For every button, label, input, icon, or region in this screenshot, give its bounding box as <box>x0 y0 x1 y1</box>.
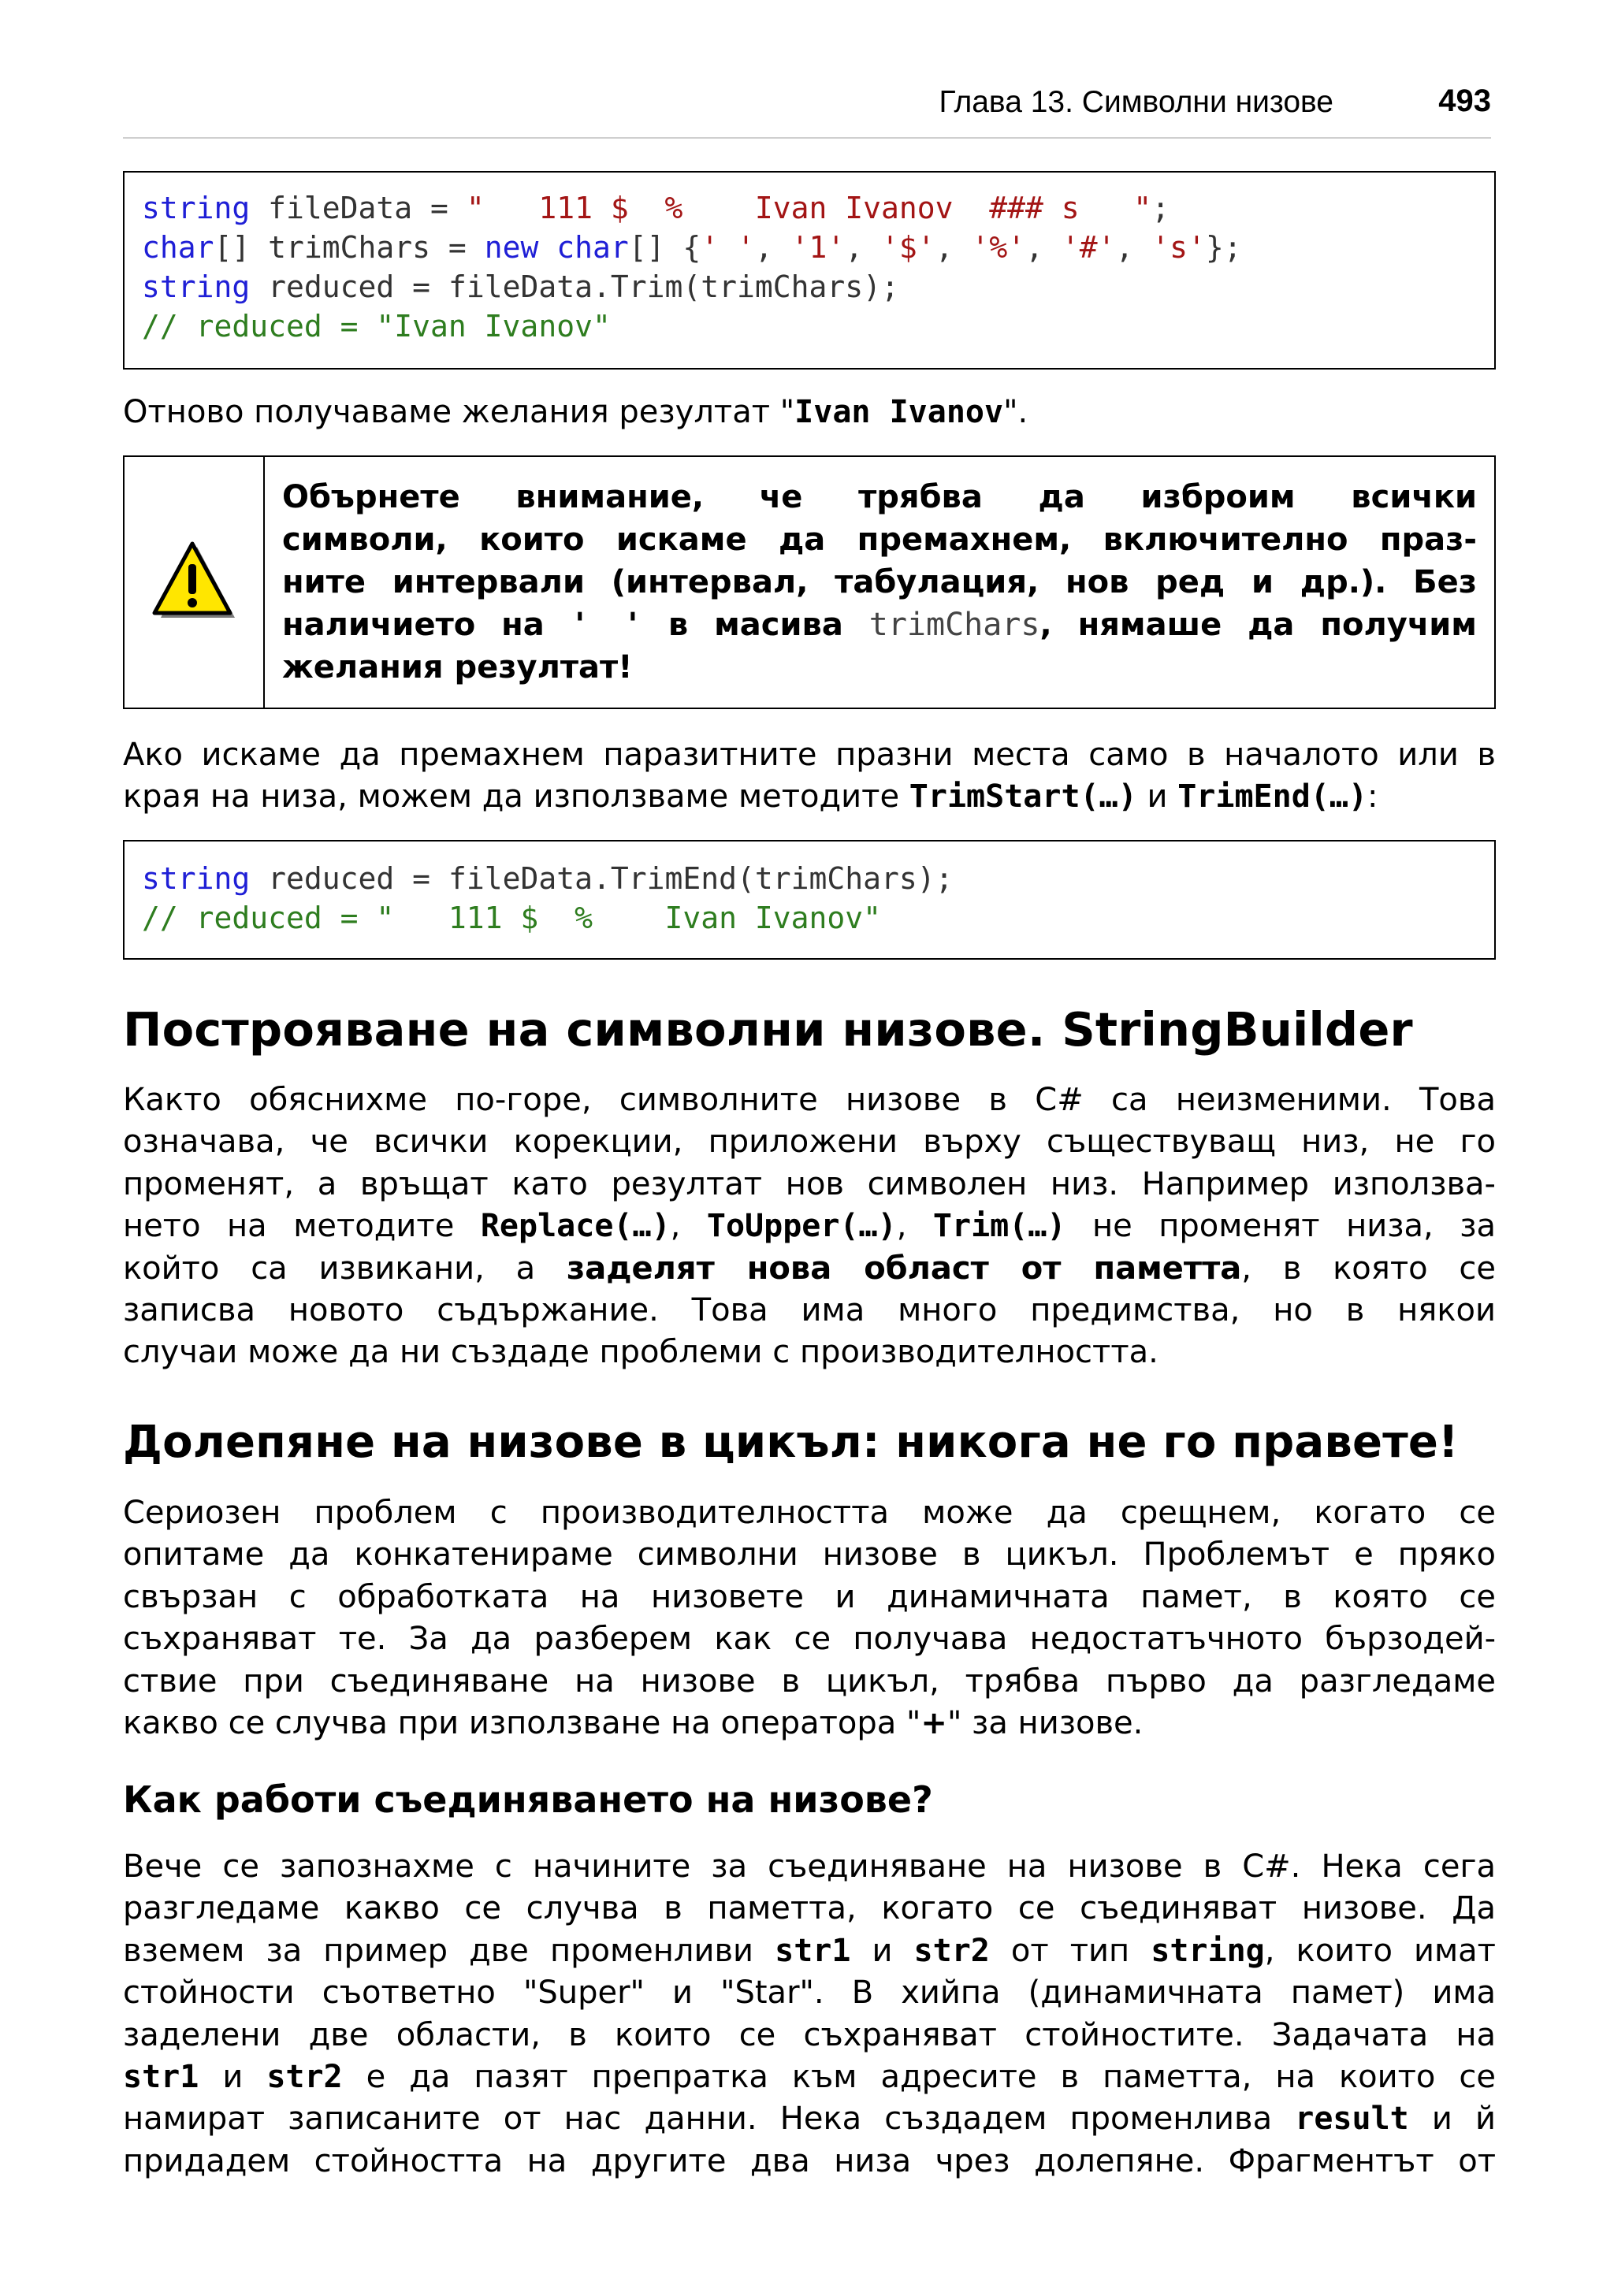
header-rule <box>123 137 1491 139</box>
subsection-heading: Как работи съединяването на низове? <box>123 1778 933 1821</box>
code-token: , <box>1025 230 1062 265</box>
text-line: случаи може да ни създаде проблеми с производителността. <box>123 1334 1158 1371</box>
code-token: , <box>845 230 882 265</box>
text-line <box>123 2056 1496 2098</box>
running-header <box>123 82 1491 118</box>
text-line: стойности съответно "Super" и "Star". В хийпа (динамичната памет) има <box>123 1975 1496 2012</box>
inline-code: str2 <box>266 2058 343 2095</box>
warning-line: символи, които искаме да премахнем, включително праз- <box>282 522 1477 558</box>
paragraph-how-concat-works <box>123 1846 1496 2183</box>
text-line <box>123 1206 1496 1247</box>
bold-text: + <box>920 1704 947 1741</box>
code-token: '%' <box>971 230 1026 265</box>
code-token: [] trimChars = <box>214 230 485 265</box>
code-token: }; <box>1205 230 1242 265</box>
text-span: , нямаше да получим <box>1039 607 1478 643</box>
code-token: [] { <box>628 230 701 265</box>
code-token: '1' <box>790 230 846 265</box>
text-line: съхраняват те. За да разберем как се получава недостатъчното бързодей- <box>123 1621 1496 1658</box>
page-number: 493 <box>1438 84 1491 118</box>
text-span: намират записаните от нас данни. Нека създадем променлива <box>123 2101 1296 2138</box>
warning-line: Обърнете внимание, че трябва да изброим всички <box>282 479 1477 515</box>
text-line: разгледаме какво се случва в паметта, когато се съединяват низове. Да <box>123 1890 1496 1927</box>
text-span: , които имат <box>1264 1932 1496 1969</box>
warning-icon <box>150 541 238 624</box>
text-span: , <box>670 1208 707 1245</box>
code-line <box>142 267 1494 307</box>
warning-line: ните интервали (интервал, табулация, нов ред и др.). Без <box>282 564 1477 600</box>
text-line: опитаме да конкатенираме символни низове в цикъл. Проблемът е пряко <box>123 1536 1496 1573</box>
code-line <box>142 859 1494 898</box>
code-token: , <box>1115 230 1152 265</box>
code-token: string <box>142 269 251 304</box>
text-span: Отново получаваме желания резултат " <box>123 394 795 430</box>
inline-code: trimChars <box>868 607 1040 643</box>
code-token: ' ' <box>701 230 755 265</box>
section-heading: Построяване на символни низове. StringBuilder <box>123 1002 1413 1057</box>
code-token: ; <box>1151 191 1170 225</box>
section-heading: Долепяне на низове в цикъл: никога не го правете! <box>123 1417 1459 1468</box>
text-line: Вече се запознахме с начините за съединяване на низове в C#. Нека сега <box>123 1848 1496 1885</box>
code-token: reduced = fileData.Trim(trimChars); <box>250 269 899 304</box>
paragraph-trimstart <box>123 734 1496 819</box>
text-span: , <box>896 1208 933 1245</box>
bold-text: заделят нова област от паметта <box>566 1250 1242 1287</box>
inline-code: Trim(…) <box>932 1208 1066 1245</box>
code-token: string <box>142 191 251 225</box>
text-line: променят, а връщат като резултат нов символен низ. Например използва- <box>123 1165 1496 1202</box>
code-token: , <box>935 230 972 265</box>
inline-code: result <box>1295 2101 1409 2138</box>
text-span: вземем за пример две променливи <box>123 1932 775 1969</box>
code-token: 's' <box>1151 230 1206 265</box>
text-line <box>123 1930 1496 1972</box>
text-line: ствие при съединяване на низове в цикъл, трябва първо да разгледаме <box>123 1663 1496 1700</box>
inline-code: ' ' <box>570 607 642 643</box>
inline-code: Replace(…) <box>480 1208 671 1245</box>
text-span: и <box>199 2058 267 2095</box>
text-span: : <box>1367 778 1378 815</box>
paragraph-result <box>123 392 1496 433</box>
inline-code: ToUpper(…) <box>706 1208 897 1245</box>
text-span: края на низа, можем да използваме методите <box>123 778 909 815</box>
text-line: придадем стойността на другите два низа чрез долепяне. Фрагментът от <box>123 2142 1496 2179</box>
paragraph-immutable <box>123 1079 1496 1374</box>
text-span: , в която се <box>1241 1250 1497 1287</box>
text-line <box>123 776 1496 818</box>
code-token: '#' <box>1061 230 1116 265</box>
text-span: от тип <box>989 1932 1151 1969</box>
text-line: означава, че всички корекции, приложени върху съществуващ низ, не го <box>123 1124 1496 1161</box>
text-span: не променят низа, за <box>1065 1208 1496 1245</box>
warning-line <box>282 604 1477 646</box>
inline-code: TrimEnd(…) <box>1177 778 1368 815</box>
inline-code: str1 <box>775 1932 851 1969</box>
text-line: Както обяснихме по-горе, символните низове в C# са неизменими. Това <box>123 1082 1496 1118</box>
code-token: char <box>142 230 214 265</box>
code-line <box>142 188 1494 228</box>
code-token: string <box>142 861 251 896</box>
code-token: , <box>754 230 791 265</box>
inline-code: Ivan Ivanov <box>794 394 1004 430</box>
text-span: в масива <box>642 607 869 643</box>
warning-line: желания резултат! <box>282 649 633 685</box>
code-token: new char <box>484 230 629 265</box>
code-token: " 111 $ % Ivan Ivanov ### s " <box>466 191 1152 225</box>
text-span: ". <box>1003 394 1028 430</box>
text-line: Сериозен проблем с производителността може да срещнем, когато се <box>123 1495 1496 1531</box>
text-span: какво се случва при използване на оператора " <box>123 1704 921 1741</box>
text-line <box>123 1703 1496 1744</box>
text-line <box>123 1248 1496 1290</box>
text-line <box>123 2098 1496 2140</box>
text-span: и <box>1136 778 1178 815</box>
warning-icon-cell <box>125 457 265 708</box>
warning-text <box>282 476 1477 689</box>
code-line <box>142 307 1494 346</box>
text-line <box>123 392 1496 433</box>
inline-code: TrimStart(…) <box>909 778 1137 815</box>
code-block-trimend <box>123 840 1496 960</box>
paragraph-concat-loop <box>123 1492 1496 1744</box>
warning-box <box>123 455 1496 709</box>
chapter-title: Глава 13. Символни низове <box>939 85 1333 119</box>
text-span: и <box>850 1932 914 1969</box>
text-line: свързан с обработката на низовете и динамичната памет, в която се <box>123 1578 1496 1615</box>
text-span: " за низове. <box>946 1704 1144 1741</box>
code-line <box>142 898 1494 938</box>
inline-code: str2 <box>913 1932 990 1969</box>
text-span: е да пазят препратка към адресите в паметта, на които се <box>342 2058 1496 2095</box>
text-line: Ако искаме да премахнем паразитните празни места само в началото или в <box>123 737 1496 773</box>
text-span: наличието на <box>282 607 571 643</box>
text-span: нето на методите <box>123 1208 481 1245</box>
code-block-trim <box>123 171 1496 370</box>
code-line <box>142 228 1494 267</box>
code-token: fileData = <box>250 191 467 225</box>
code-token: // reduced = "Ivan Ivanov" <box>142 309 611 344</box>
inline-code: str1 <box>123 2058 199 2095</box>
text-span: който са извикани, а <box>123 1250 567 1287</box>
code-token: '$' <box>881 230 935 265</box>
text-span: и й <box>1408 2101 1496 2138</box>
text-line: записва новото съдържание. Това има много предимства, но в някои <box>123 1291 1496 1328</box>
text-line: заделени две области, в които се съхраняват стойностите. Задачата на <box>123 2016 1496 2053</box>
code-token: reduced = fileData.TrimEnd(trimChars); <box>250 861 954 896</box>
inline-code: string <box>1151 1932 1265 1969</box>
code-token: // reduced = " 111 $ % Ivan Ivanov" <box>142 901 881 935</box>
